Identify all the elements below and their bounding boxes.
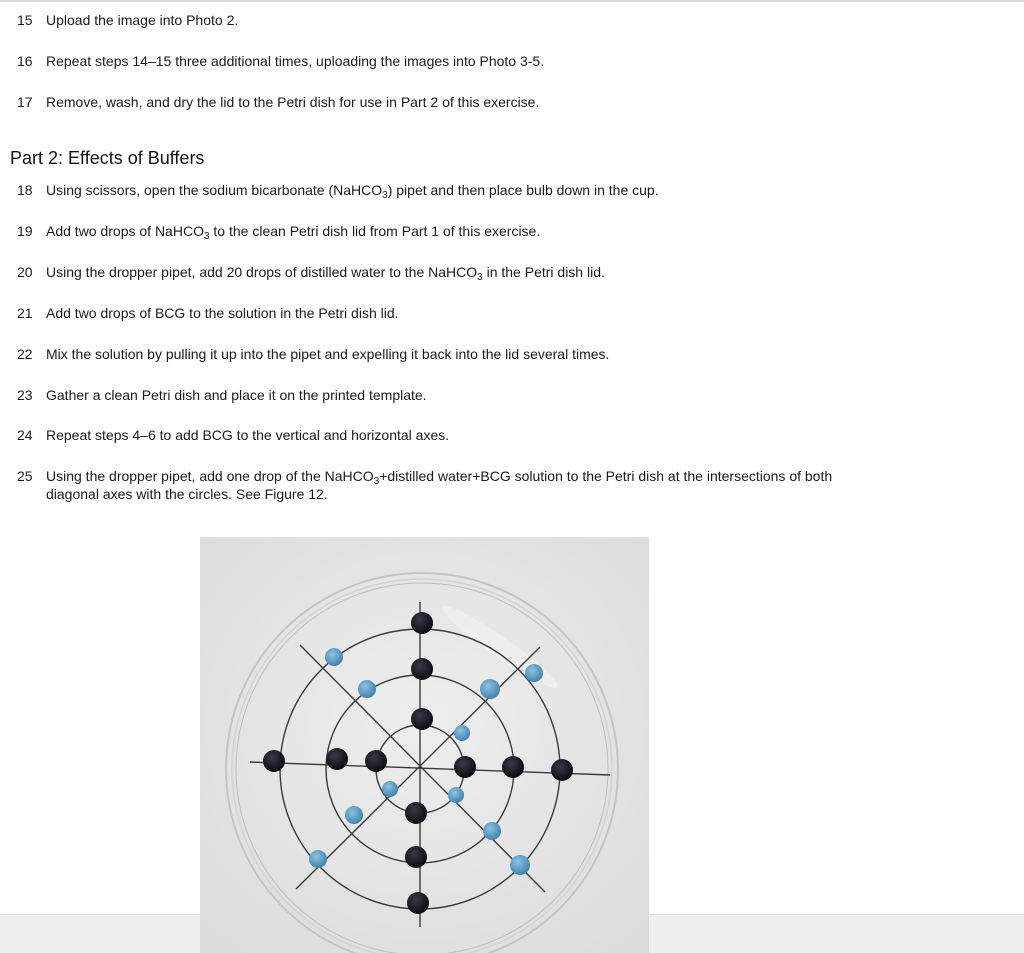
step-number: 15 xyxy=(17,12,33,28)
step-15 xyxy=(17,11,877,29)
step-text: Using the dropper pipet, add 20 drops of distilled water to the NaHCO$_3$ in the Petri dish lid. xyxy=(46,264,605,283)
step-number: 25 xyxy=(17,468,33,484)
petri-dish-photo xyxy=(200,537,649,953)
step-number: 23 xyxy=(17,387,33,403)
step-text: Upload the image into Photo 2. xyxy=(46,12,239,28)
step-text: Repeat steps 14–15 three additional times, uploading the images into Photo 3-5. xyxy=(46,53,545,69)
step-number: 24 xyxy=(17,427,33,443)
step-text: Repeat steps 4–6 to add BCG to the vertical and horizontal axes. xyxy=(46,427,450,443)
step-number: 16 xyxy=(17,53,33,69)
step-text: Mix the solution by pulling it up into the pipet and expelling it back into the lid several times. xyxy=(46,346,610,362)
section-heading-part-2: Part 2: Effects of Buffers xyxy=(10,148,205,168)
step-text: Gather a clean Petri dish and place it on the printed template. xyxy=(46,387,427,403)
step-number: 19 xyxy=(17,223,33,239)
step-20 xyxy=(17,263,877,281)
top-divider xyxy=(0,0,1024,2)
step-number: 22 xyxy=(17,346,33,362)
step-number: 21 xyxy=(17,305,33,321)
step-text: Using scissors, open the sodium bicarbonate (NaHCO$_3$) pipet and then place bulb down in the cup. xyxy=(46,182,659,201)
petri-dish-photo-icon xyxy=(200,537,649,953)
step-18 xyxy=(17,181,877,199)
step-number: 20 xyxy=(17,264,33,280)
step-22 xyxy=(17,345,877,363)
step-21 xyxy=(17,304,877,322)
step-number: 17 xyxy=(17,94,33,110)
step-text: Add two drops of BCG to the solution in the Petri dish lid. xyxy=(46,305,399,321)
step-24 xyxy=(17,426,877,444)
step-text: Remove, wash, and dry the lid to the Petri dish for use in Part 2 of this exercise. xyxy=(46,94,540,110)
step-17 xyxy=(17,93,877,111)
step-text: Using the dropper pipet, add one drop of the NaHCO$_3$+distilled water+BCG solution to the Petri dish at the intersections of both diagonal axes with the circles. See Figure 12. xyxy=(46,468,833,502)
step-23 xyxy=(17,386,877,404)
step-25 xyxy=(17,467,877,503)
step-19 xyxy=(17,222,877,240)
step-text: Add two drops of NaHCO$_3$ to the clean Petri dish lid from Part 1 of this exercise. xyxy=(46,223,541,242)
step-16 xyxy=(17,52,877,70)
step-number: 18 xyxy=(17,182,33,198)
